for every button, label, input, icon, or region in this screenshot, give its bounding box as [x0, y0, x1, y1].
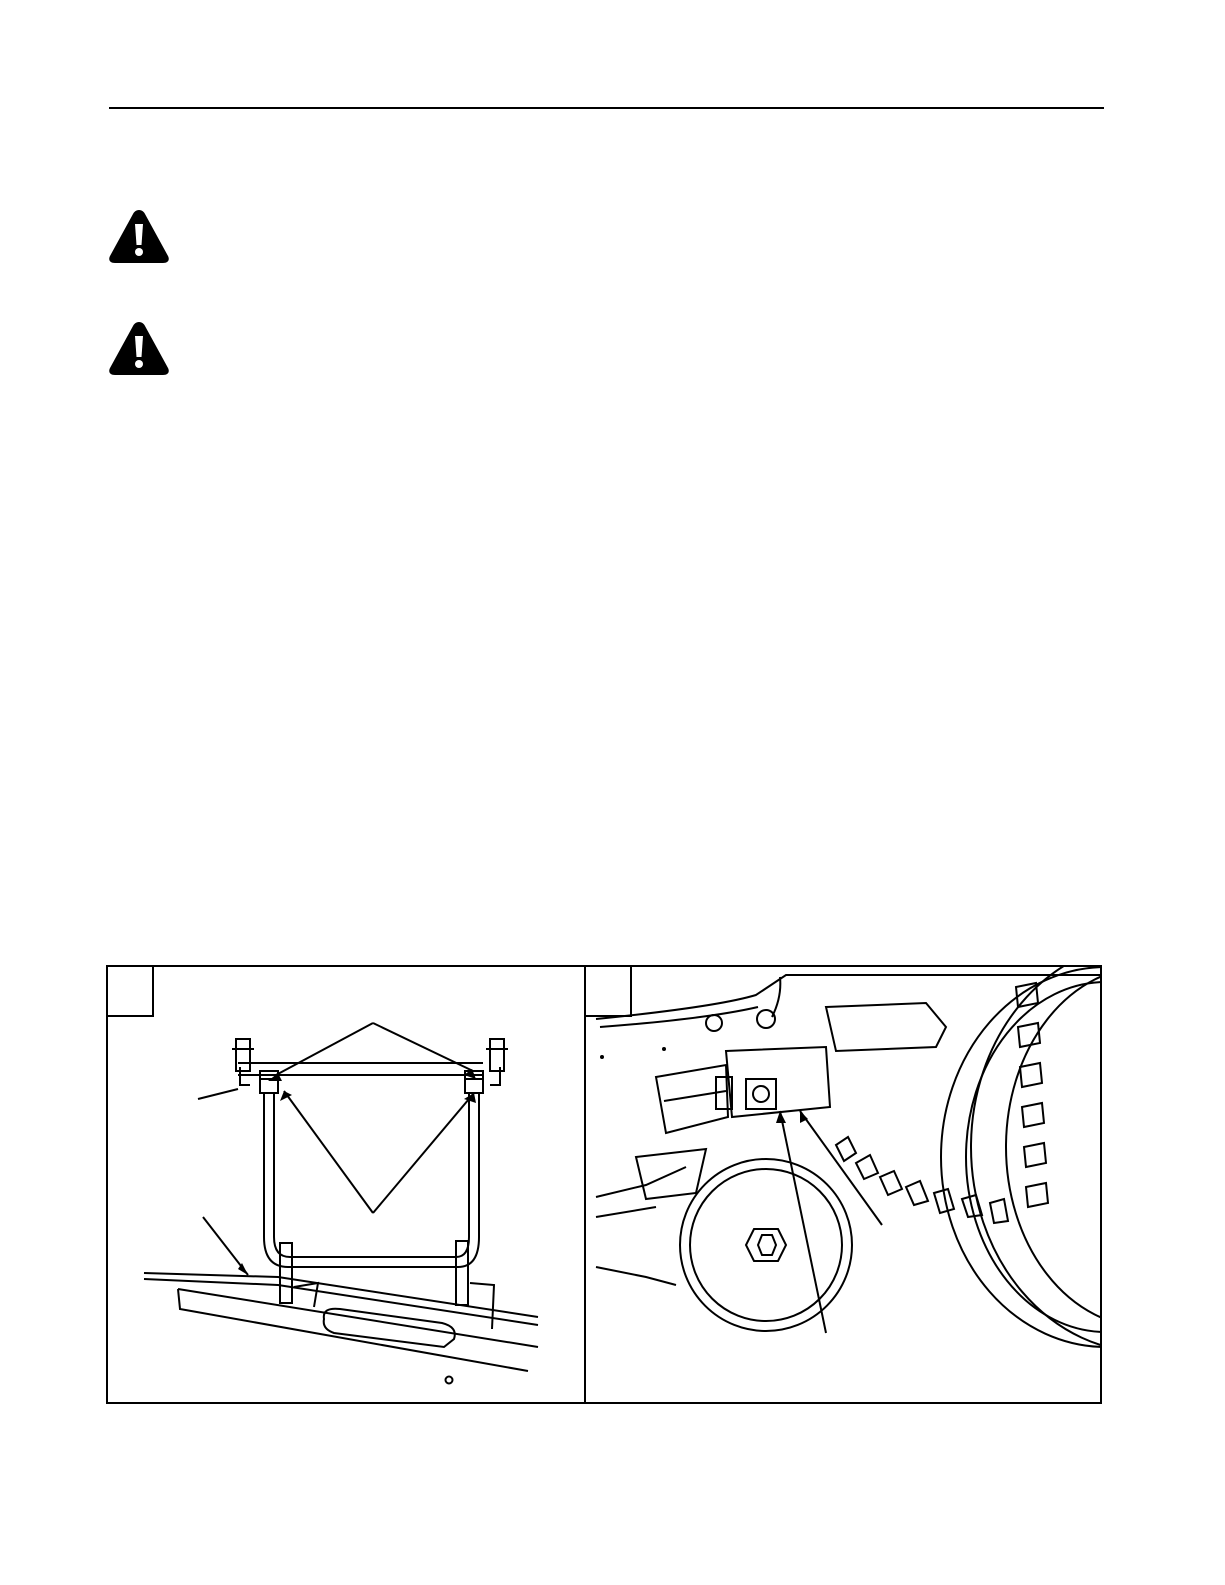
wheel-bolt-illustration — [586, 967, 1100, 1402]
figure-panel-left — [108, 967, 584, 1402]
figure-tab-left — [108, 967, 154, 1017]
warning-triangle-icon — [108, 208, 170, 264]
figure-panel-right — [586, 967, 1100, 1402]
figure-tab-right — [586, 967, 632, 1017]
warning-triangle-icon — [108, 320, 170, 376]
bracket-illustration — [108, 967, 584, 1402]
header-rule — [109, 107, 1104, 109]
